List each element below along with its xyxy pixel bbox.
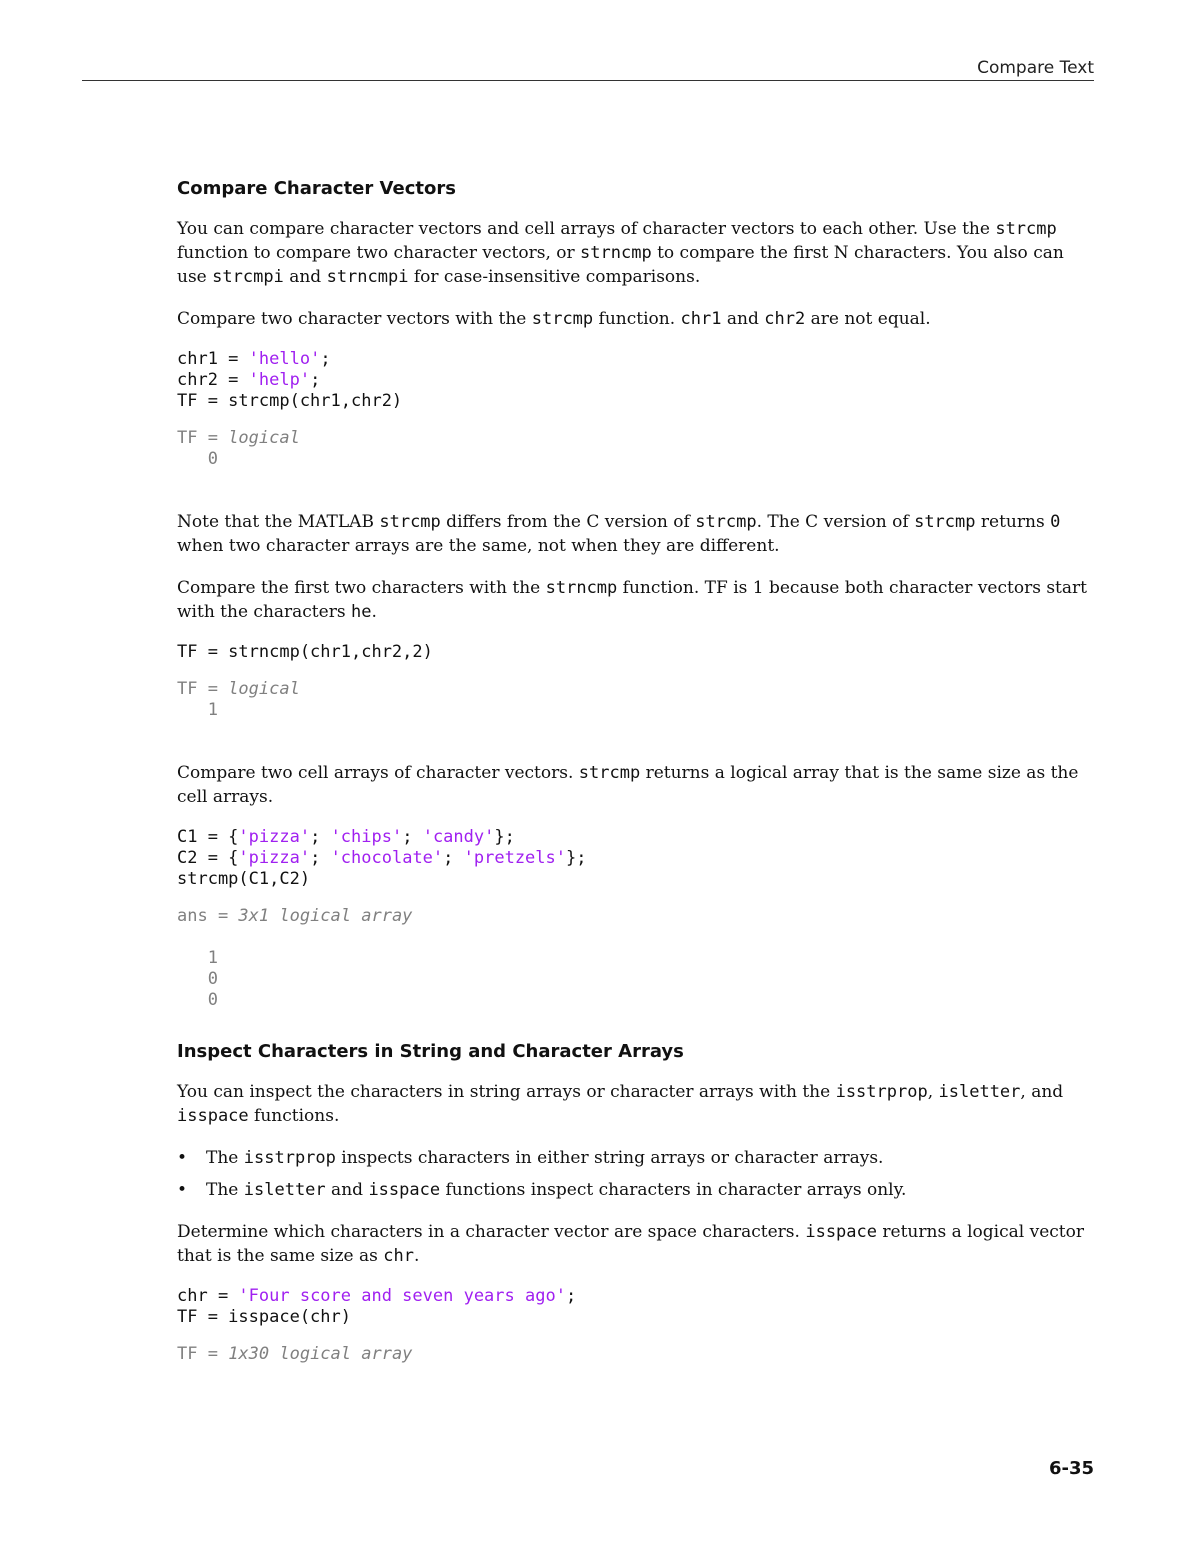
spacer [177, 737, 1097, 761]
spacer [177, 1027, 1097, 1041]
output-block-strncmp: TF = logical 1 [177, 679, 300, 720]
paragraph-compare-two: Compare two character vectors with the strcmp function. chr1 and chr2 are not equal. [177, 309, 931, 329]
paragraph-intro: You can compare character vectors and cell arrays of character vectors to each other. Use the strcmp function to compare two character vectors, or strncmp to compare the first N characters. You also can use strcmpi and strncmpi for case-insensitive comparisons. [177, 219, 1064, 287]
bullet-list [177, 1146, 1097, 1202]
list-item: • The isletter and isspace functions inspect characters in character arrays only. [177, 1180, 907, 1200]
list-item: • The isstrprop inspects characters in either string arrays or character arrays. [177, 1148, 884, 1168]
spacer [177, 486, 1097, 510]
paragraph-inspect-intro: You can inspect the characters in string arrays or character arrays with the isstrprop, isletter, and isspace functions. [177, 1082, 1064, 1126]
section-heading-compare-character-vectors: Compare Character Vectors [177, 178, 456, 199]
paragraph-note-matlab-vs-c: Note that the MATLAB strcmp differs from the C version of strcmp. The C version of strcmp returns 0 when two character arrays are the same, not when they are different. [177, 512, 1061, 556]
running-header: Compare Text [977, 58, 1094, 78]
code-block-isspace: chr = 'Four score and seven years ago'; TF = isspace(chr) [177, 1286, 577, 1327]
output-block-isspace: TF = 1x30 logical array [177, 1344, 413, 1364]
paragraph-strncmp: Compare the first two characters with the strncmp function. TF is 1 because both character vectors start with the characters he. [177, 578, 1087, 622]
output-block-cell-arrays: ans = 3x1 logical array 1 0 0 [177, 906, 413, 1010]
code-block-strcmp: chr1 = 'hello'; chr2 = 'help'; TF = strcmp(chr1,chr2) [177, 349, 403, 411]
paragraph-isspace: Determine which characters in a character vector are space characters. isspace returns a logical vector that is the same size as chr. [177, 1222, 1084, 1266]
paragraph-cell-arrays: Compare two cell arrays of character vectors. strcmp returns a logical array that is the same size as the cell arrays. [177, 763, 1079, 807]
page-number: 6-35 [1048, 1458, 1094, 1479]
code-block-strncmp: TF = strncmp(chr1,chr2,2) [177, 642, 433, 662]
output-block-strcmp: TF = logical 0 [177, 428, 300, 469]
header-divider [82, 80, 1094, 81]
page-content [177, 178, 1097, 1381]
code-block-cell-arrays: C1 = {'pizza'; 'chips'; 'candy'}; C2 = {'pizza'; 'chocolate'; 'pretzels'}; strcmp(C1,C2) [177, 827, 587, 889]
section-heading-inspect-characters: Inspect Characters in String and Character Arrays [177, 1041, 684, 1062]
